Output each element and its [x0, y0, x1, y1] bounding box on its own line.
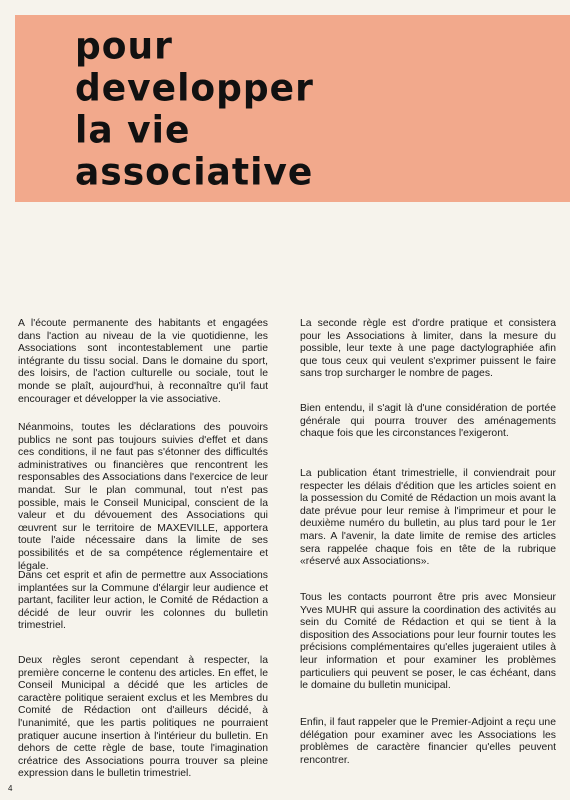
title-line: la vie: [75, 108, 191, 152]
paragraph: Deux règles seront cependant à respecter, la première concerne le contenu des articles. En effet, le Conseil Municipal a décidé que les articles de caractère politique seraient exclus et les Membres du Comité de Rédaction ont d'ailleurs décidé, à l'unanimité, que les partis politiques ne pourraient pratiquer aucune insertion à l'intérieur du bulletin. En dehors de cette règle de base, toute l'imagination créatrice des Associations pourra trouver sa pleine expression dans le bulletin trimestriel.: [18, 655, 268, 780]
paragraph: Enfin, il faut rappeler que le Premier-Adjoint a reçu une délégation pour examiner avec les Associations les problèmes de caractère financier qu'elles peuvent rencontrer.: [300, 717, 556, 766]
paragraph: La publication étant trimestrielle, il conviendrait pour respecter les délais d'édition que les articles soient en la possession du Comité de Rédaction un mois avant la date prévue pour leur remise à l'imprimeur et pour le deuxième numéro du bulletin, au plus tard pour le 1er mars. A l'avenir, la date limite de remise des articles sera rappelée chaque fois en tête de la rubrique «réservé aux Associations».: [300, 468, 556, 568]
paragraph: Néanmoins, toutes les déclarations des pouvoirs publics ne sont pas toujours suivies d'effet et dans ces conditions, il ne faut pas s'étonner des difficultés administratives ou financières que rencontrent les responsables des Associations dans l'exercice de leur mandat. Sur le plan communal, tout n'est pas possible, mais le Conseil Municipal, conscient de la valeur et du dévouement des Associations qui œuvrent sur le territoire de MAXEVILLE, apportera toute l'aide nécessaire dans la limite de ses possibilités et de sa compétence réglementaire et légale.: [18, 422, 268, 572]
page-number: 4: [8, 784, 13, 793]
paragraph: Dans cet esprit et afin de permettre aux Associations implantées sur la Commune d'élargir leur audience et partant, faciliter leur action, le Comité de Rédaction a décidé de leur ouvrir les colonnes du bulletin trimestriel.: [18, 570, 268, 632]
paragraph: Bien entendu, il s'agit là d'une considération de portée générale qui pourra trouver des aménagements chaque fois que les circonstances l'exigeront.: [300, 403, 556, 440]
paragraph: La seconde règle est d'ordre pratique et consistera pour les Associations à limiter, dans la mesure du possible, leur texte à une page dactylographiée afin que tous ceux qui veulent s'exprimer puissent le faire sans trop surcharger le nombre de pages.: [300, 318, 556, 380]
title-line: developper: [75, 66, 314, 110]
paragraph: Tous les contacts pourront être pris avec Monsieur Yves MUHR qui assure la coordination des activités au sein du Comité de Rédaction et qui se tient à la disposition des Associations pour leur fournir toutes les précisions complémentaires qu'elles jugeraient utiles à leur information et pour examiner les problèmes particuliers qui peuvent se poser, le cas échéant, dans le domaine du bulletin municipal.: [300, 592, 556, 692]
title-line: pour: [75, 24, 173, 68]
page-title: [75, 26, 314, 194]
paragraph: A l'écoute permanente des habitants et engagées dans l'action au niveau de la vie quotidienne, les Associations sont incontestablement une partie intégrante du tissu social. Dans le domaine du sport, des loisirs, de l'action culturelle ou sociale, tout le monde se plaît, aujourd'hui, à reconnaître qu'il faut encourager et développer la vie associative.: [18, 318, 268, 405]
title-line: associative: [75, 150, 314, 194]
